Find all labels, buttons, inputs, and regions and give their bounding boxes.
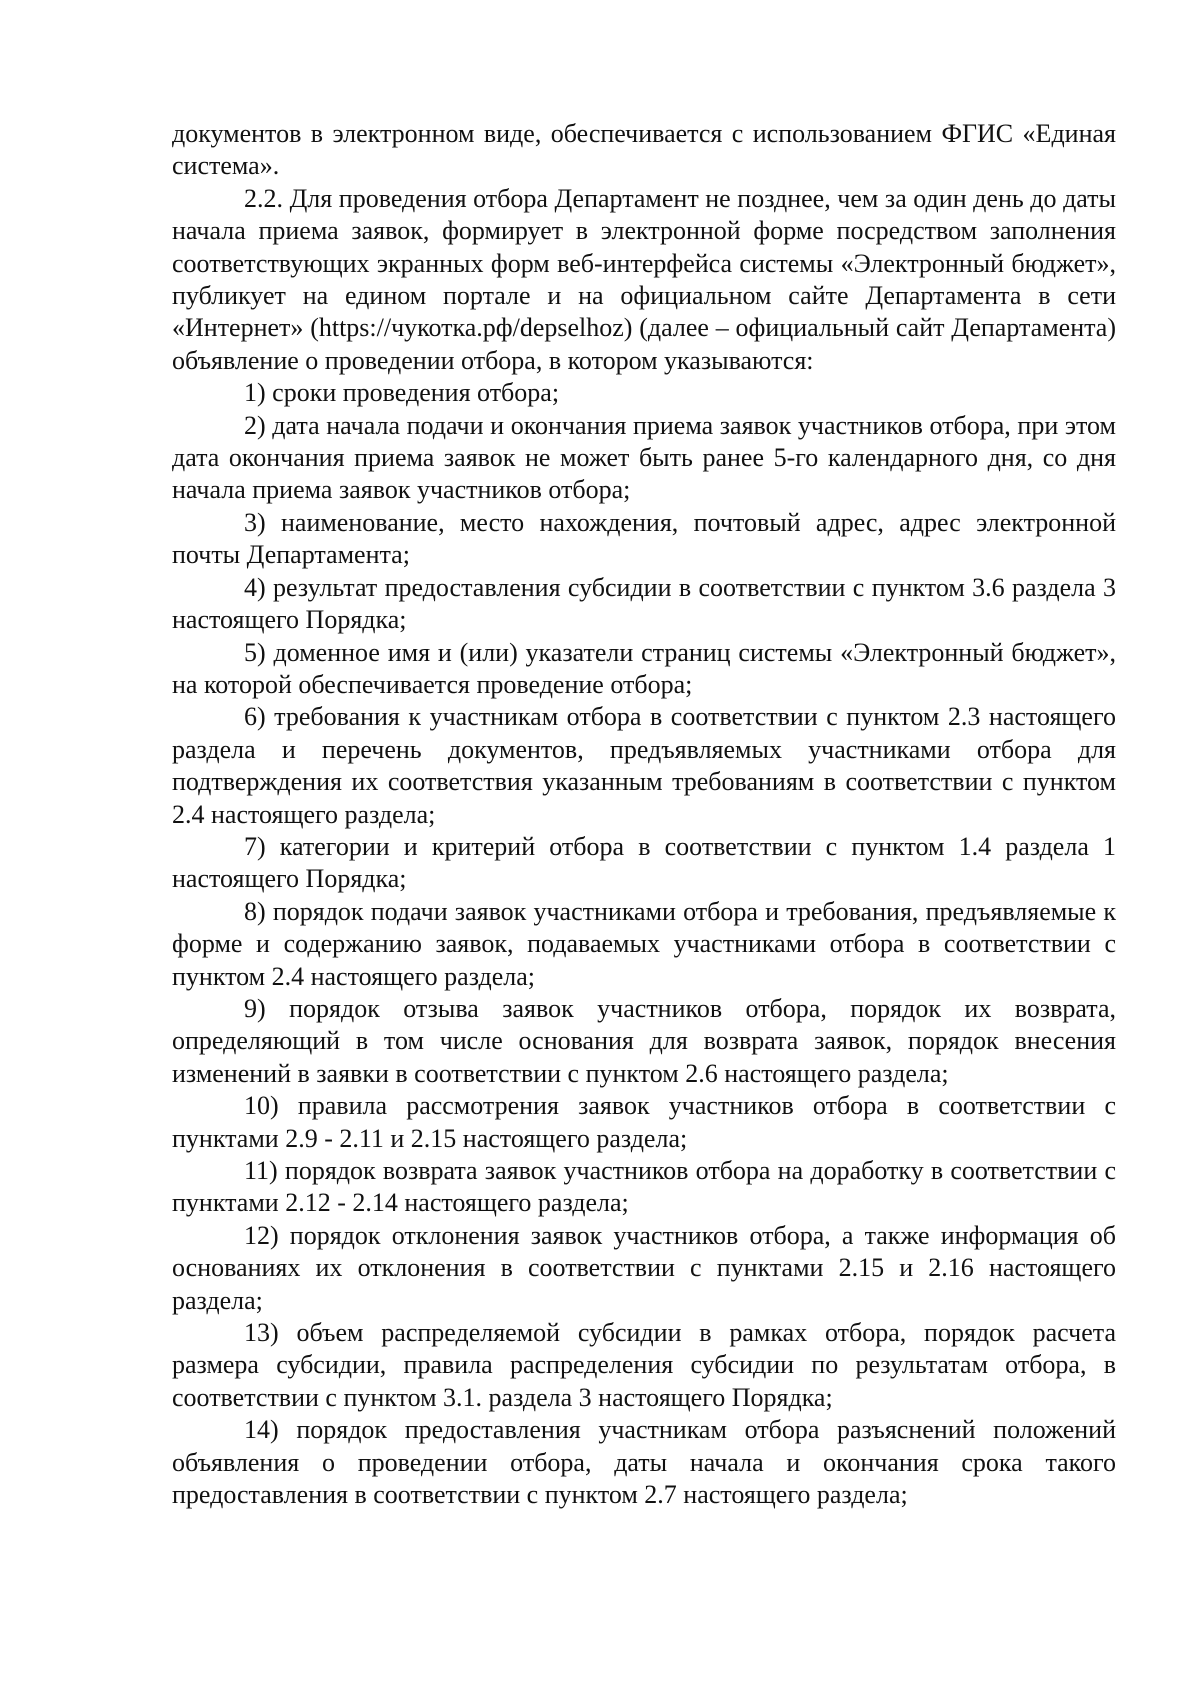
list-item-5: 5) доменное имя и (или) указатели страниц системы «Электронный бюджет», на которой обеспечивается проведение отбора; — [172, 637, 1116, 699]
paragraph-2-2: 2.2. Для проведения отбора Департамент не позднее, чем за один день до даты начала приема заявок, формирует в электронной форме посредством заполнения соответствующих экранных форм веб-интерфейса системы «Электронный бюджет», публикует на едином портале и на официальном сайте Департамента в сети «Интернет» (https://чукотка.рф/depselhoz) (далее – официальный сайт Департамента) объявление о проведении отбора, в котором указываются: — [172, 183, 1116, 375]
list-item-2: 2) дата начала подачи и окончания приема заявок участников отбора, при этом дата окончания приема заявок не может быть ранее 5-го календарного дня, со дня начала приема заявок участников отбора; — [172, 410, 1116, 505]
list-item-9: 9) порядок отзыва заявок участников отбора, порядок их возврата, определяющий в том числе основания для возврата заявок, порядок внесения изменений в заявки в соответствии с пунктом 2.6 настоящего раздела; — [172, 993, 1116, 1088]
document-body — [172, 118, 1116, 1511]
list-item-6: 6) требования к участникам отбора в соответствии с пунктом 2.3 настоящего раздела и перечень документов, предъявляемых участниками отбора для подтверждения их соответствия указанным требованиям в соответствии с пунктом 2.4 настоящего раздела; — [172, 702, 1116, 829]
list-item-3: 3) наименование, место нахождения, почтовый адрес, адрес электронной почты Департамента; — [172, 507, 1116, 570]
list-item-11: 11) порядок возврата заявок участников отбора на доработку в соответствии с пунктами 2.12 - 2.14 настоящего раздела; — [172, 1156, 1116, 1218]
list-item-4: 4) результат предоставления субсидии в соответствии с пунктом 3.6 раздела 3 настоящего Порядка; — [172, 572, 1116, 635]
list-item-8: 8) порядок подачи заявок участниками отбора и требования, предъявляемые к форме и содержанию заявок, подаваемых участниками отбора в соответствии с пунктом 2.4 настоящего раздела; — [172, 896, 1116, 991]
paragraph-continuation: документов в электронном виде, обеспечивается с использованием ФГИС «Единая система». — [172, 119, 1116, 181]
list-item-13: 13) объем распределяемой субсидии в рамках отбора, порядок расчета размера субсидии, правила распределения субсидии по результатам отбора, в соответствии с пунктом 3.1. раздела 3 настоящего Порядка; — [172, 1318, 1116, 1412]
list-item-14: 14) порядок предоставления участникам отбора разъяснений положений объявления о проведении отбора, даты начала и окончания срока такого предоставления в соответствии с пунктом 2.7 настоящего раздела; — [172, 1415, 1116, 1510]
list-item-12: 12) порядок отклонения заявок участников отбора, а также информация об основаниях их отклонения в соответствии с пунктами 2.15 и 2.16 настоящего раздела; — [172, 1220, 1116, 1315]
list-item-1: 1) сроки проведения отбора; — [244, 378, 560, 408]
list-item-10: 10) правила рассмотрения заявок участников отбора в соответствии с пунктами 2.9 - 2.11 и 2.15 настоящего раздела; — [172, 1091, 1116, 1153]
list-item-7: 7) категории и критерий отбора в соответствии с пунктом 1.4 раздела 1 настоящего Порядка; — [172, 831, 1116, 894]
